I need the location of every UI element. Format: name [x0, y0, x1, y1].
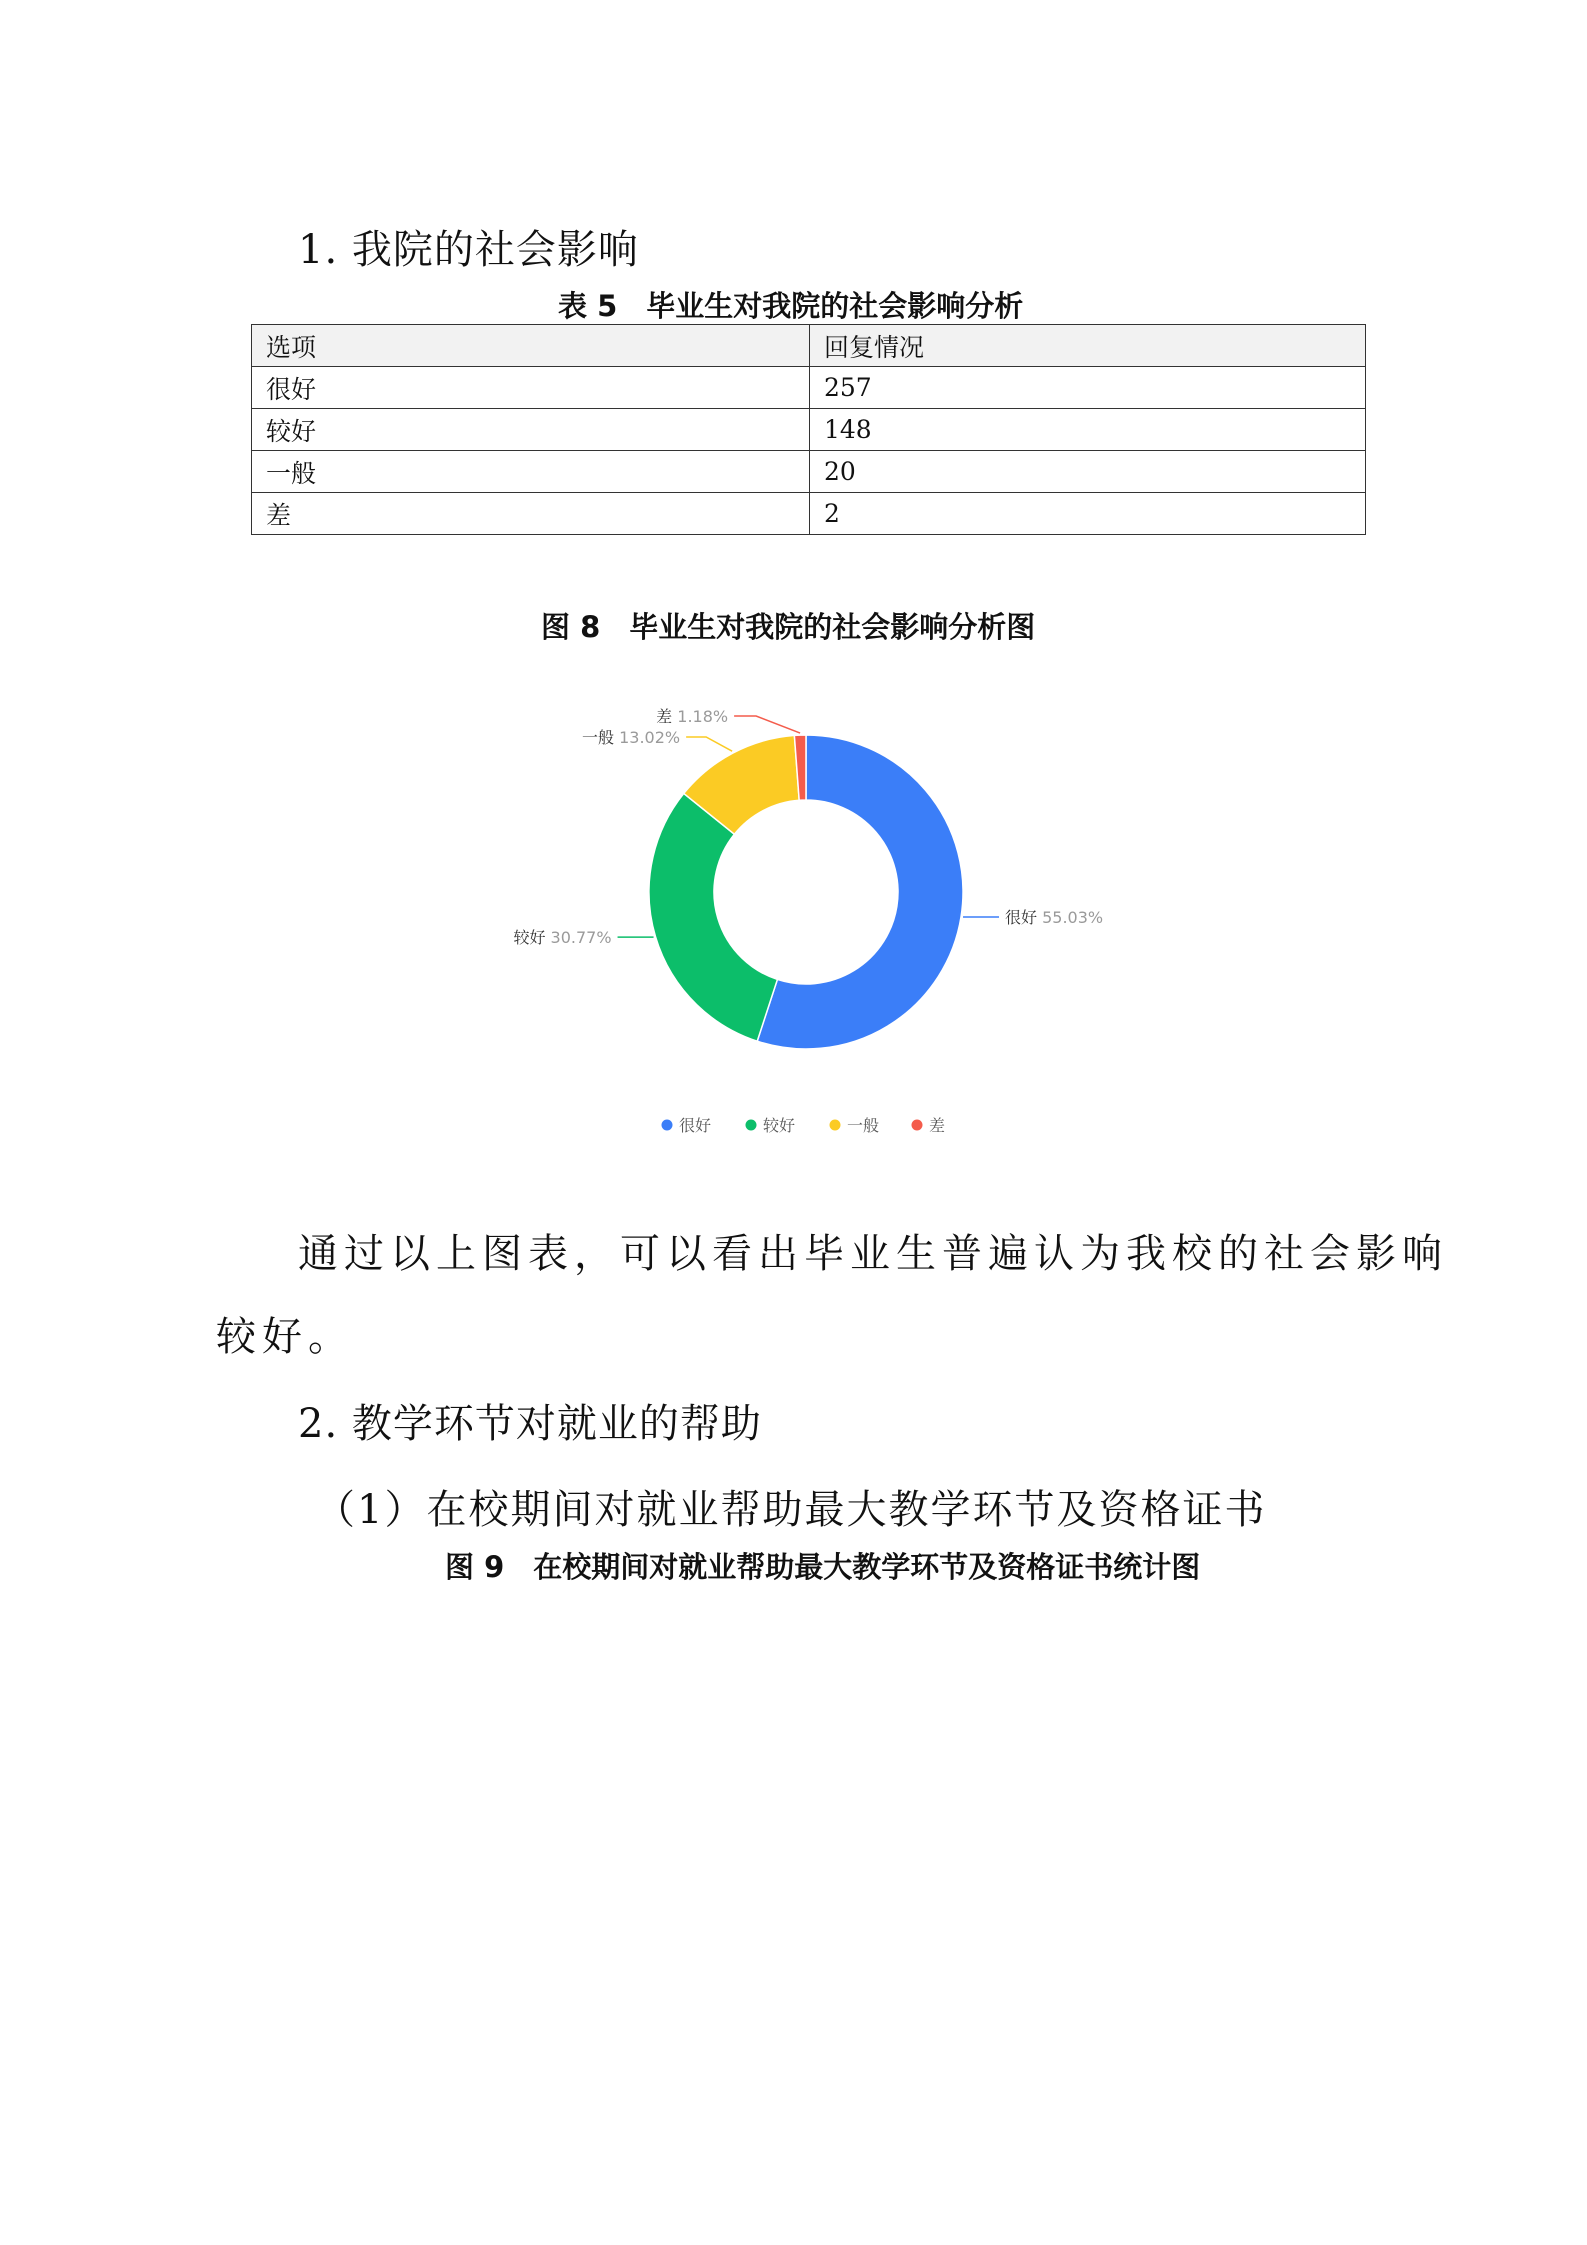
row-option-cell: 很好: [252, 367, 810, 409]
legend-label-2: 一般: [847, 1116, 880, 1135]
donut-chart: [450, 680, 1170, 1150]
legend-marker-1: [746, 1120, 757, 1131]
legend-marker-3: [912, 1120, 923, 1131]
legend-marker-2: [830, 1120, 841, 1131]
legend-label-1: 较好: [763, 1116, 796, 1135]
slice-label-1: 较好 30.77%: [513, 928, 612, 948]
legend-item-2: [830, 1116, 880, 1135]
table-row: [252, 409, 1366, 451]
figure-9-caption: 图 9 在校期间对就业帮助最大教学环节及资格证书统计图: [445, 1550, 1201, 1584]
table-header-row: [252, 325, 1366, 367]
row-option-cell: 差: [252, 493, 810, 535]
section-1-heading: 1. 我院的社会影响: [298, 227, 639, 273]
leader-line-3: [734, 716, 800, 733]
slice-label-2: 一般 13.02%: [582, 728, 681, 747]
legend-label-3: 差: [929, 1116, 946, 1135]
table-row: [252, 367, 1366, 409]
header-cell-option: 选项: [252, 325, 810, 367]
table-5: [251, 324, 1366, 535]
row-response-cell: 2: [810, 493, 1366, 535]
table-row: [252, 451, 1366, 493]
figure-8-caption: 图 8 毕业生对我院的社会影响分析图: [541, 610, 1036, 644]
header-cell-response: 回复情况: [810, 325, 1366, 367]
section-2-subheading: （1）在校期间对就业帮助最大教学环节及资格证书: [315, 1487, 1267, 1533]
table-row: [252, 493, 1366, 535]
row-response-cell: 20: [810, 451, 1366, 493]
donut-slice-1: [649, 793, 777, 1041]
legend-marker-0: [662, 1120, 673, 1131]
section-2-heading: 2. 教学环节对就业的帮助: [298, 1401, 762, 1447]
leader-line-2: [686, 737, 732, 751]
slice-label-0: 很好 55.03%: [1005, 908, 1104, 928]
legend-item-0: [662, 1116, 712, 1135]
row-response-cell: 148: [810, 409, 1366, 451]
paragraph-line-1: 通过以上图表，可以看出毕业生普遍认为我校的社会影响: [298, 1231, 1448, 1277]
row-response-cell: 257: [810, 367, 1366, 409]
legend-label-0: 很好: [679, 1116, 712, 1135]
row-option-cell: 一般: [252, 451, 810, 493]
table-5-caption: 表 5 毕业生对我院的社会影响分析: [558, 289, 1024, 323]
paragraph-line-2: 较好。: [216, 1314, 354, 1360]
row-option-cell: 较好: [252, 409, 810, 451]
legend-item-3: [912, 1116, 946, 1135]
slice-label-3: 差 1.18%: [656, 707, 729, 726]
legend-item-1: [746, 1116, 796, 1135]
